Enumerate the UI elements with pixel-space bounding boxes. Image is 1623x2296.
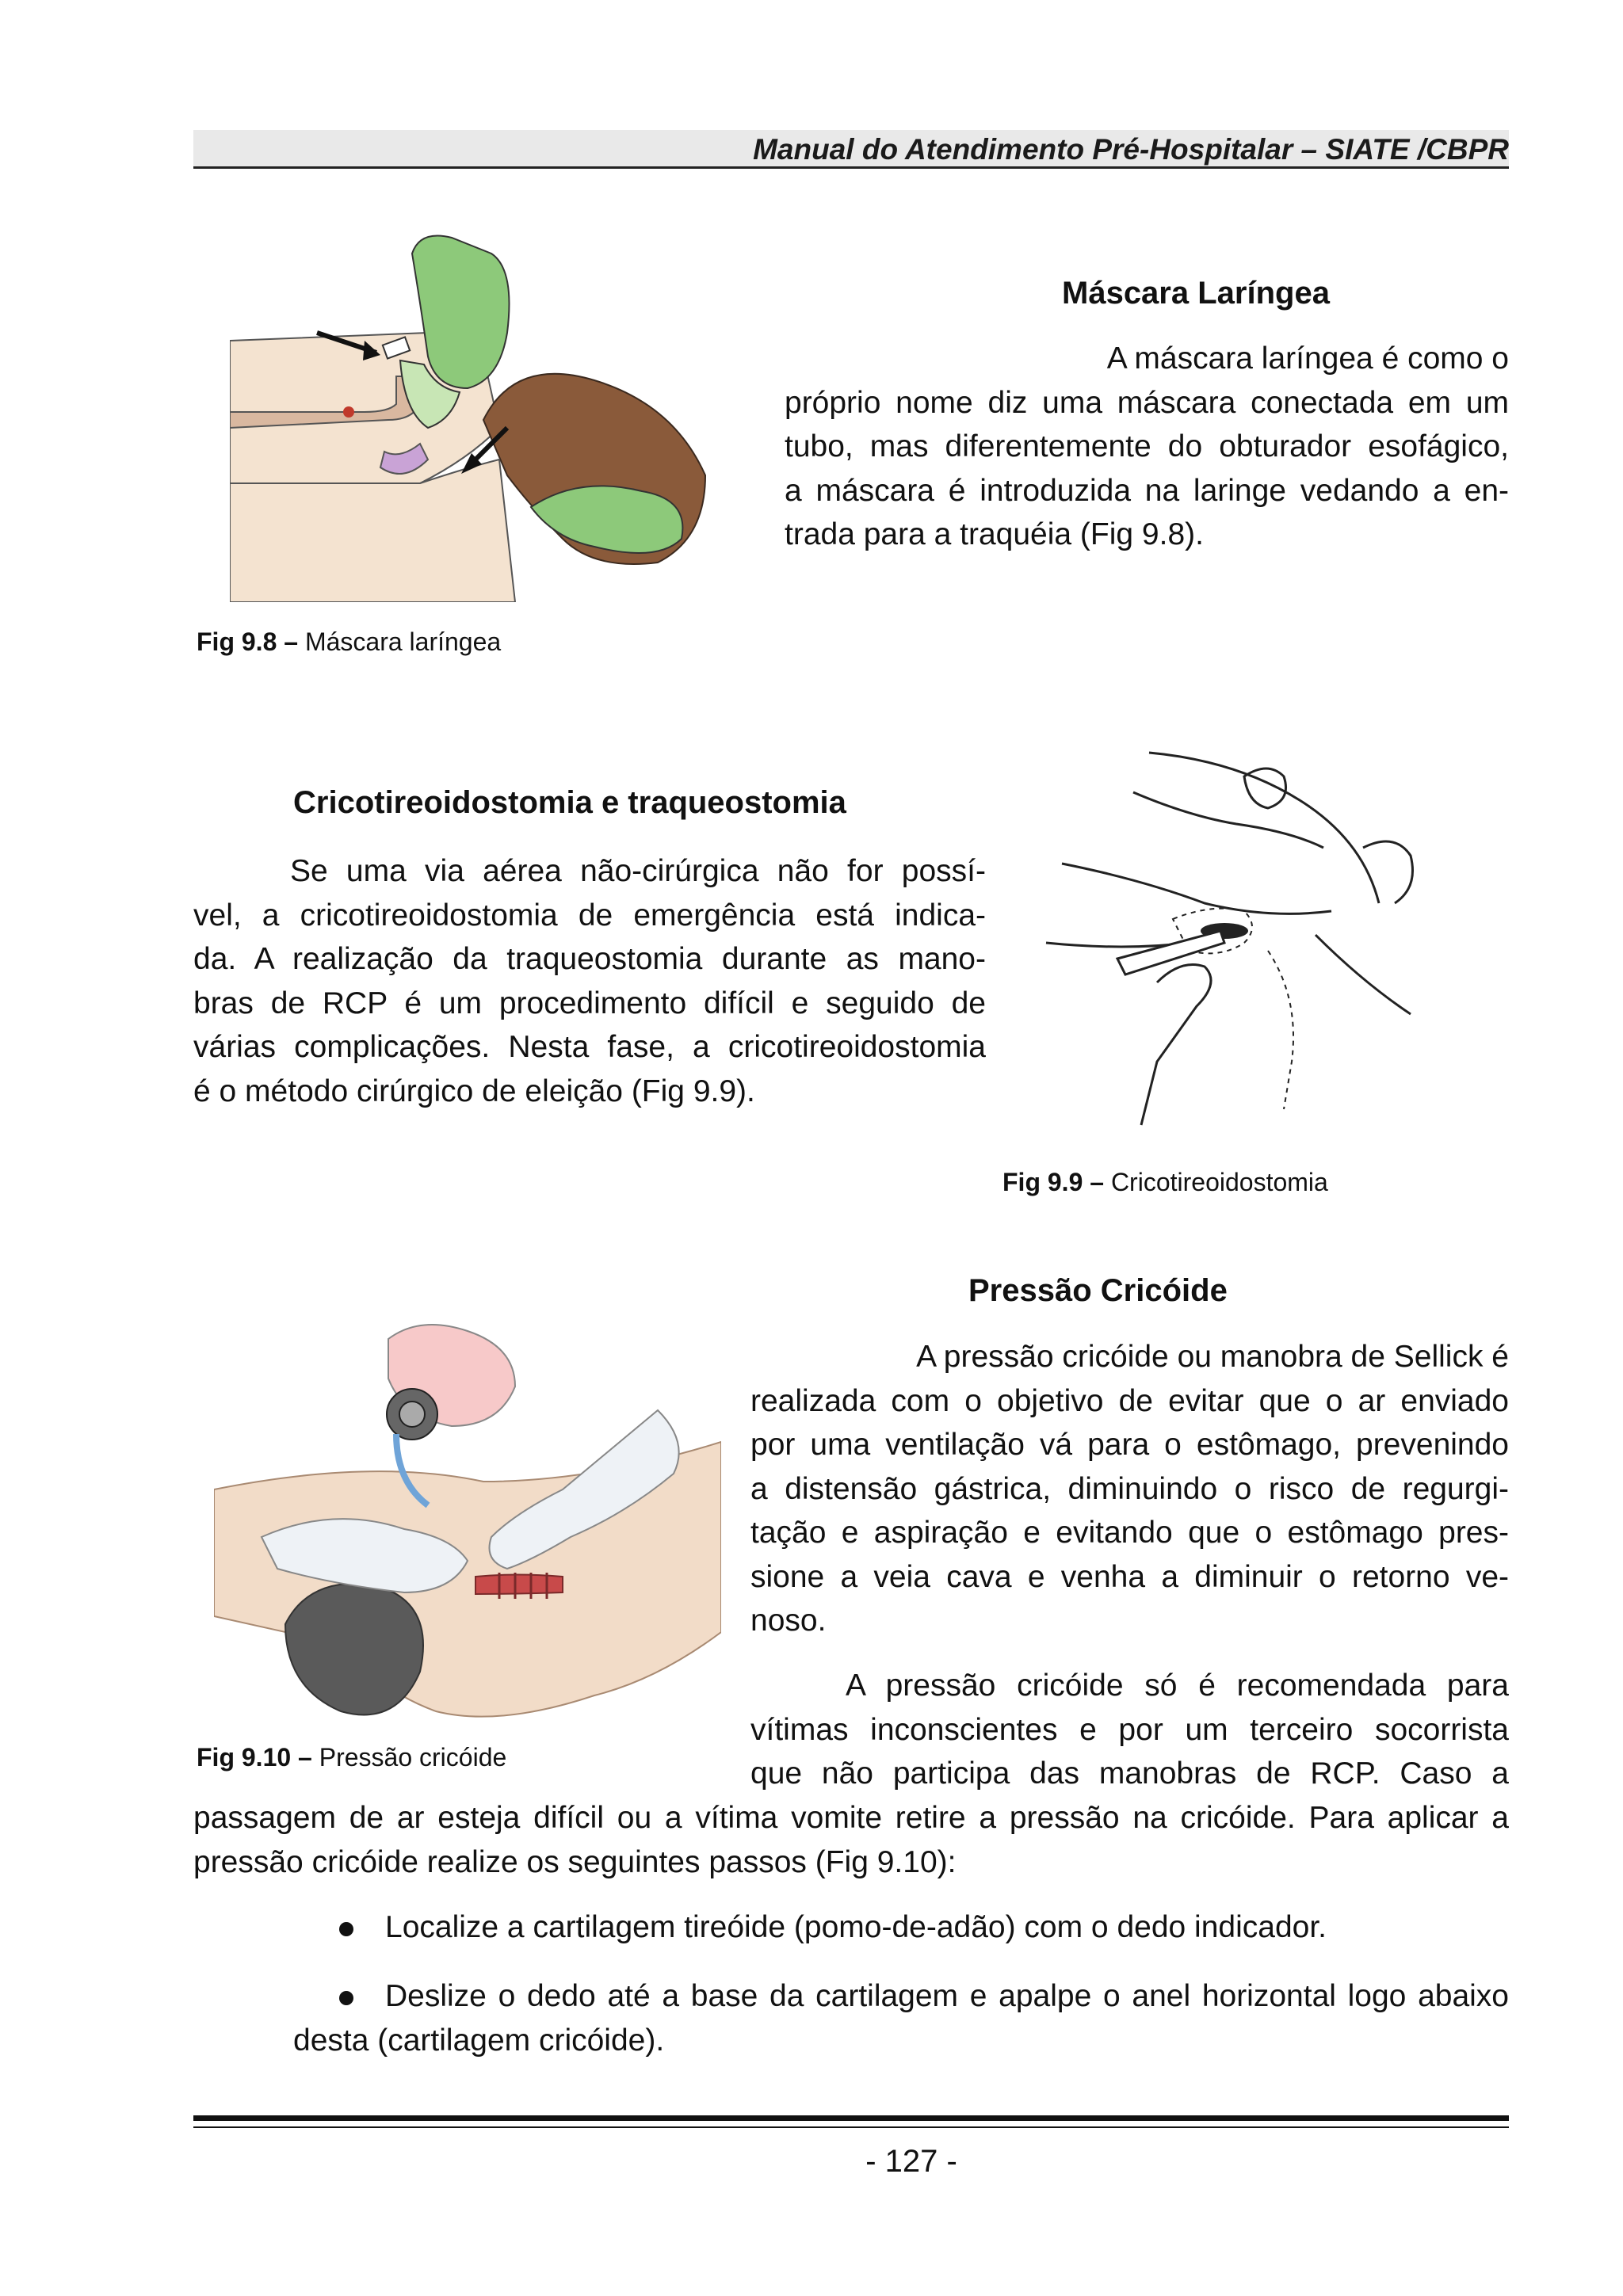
paragraph-pressao-cricoide-2a [750, 1664, 1509, 1796]
text-line: é o método cirúrgico de eleição (Fig 9.9). [193, 1074, 755, 1108]
footer-rule-thin [193, 2126, 1509, 2128]
text-line: próprio nome diz uma máscara conectada em um [785, 385, 1509, 420]
text-line: vítimas inconscientes e por um terceiro socorrista [750, 1712, 1509, 1747]
text-line: tação e aspiração e evitando que o estômago pres- [750, 1516, 1509, 1550]
bullet-icon [339, 1922, 353, 1936]
paragraph-cricotireoidostomia [193, 849, 986, 1113]
text-line: A máscara laríngea é como o [1106, 341, 1509, 376]
figure-caption-text: Máscara laríngea [304, 627, 502, 656]
figure-cricothyroidotomy-illustration [1030, 745, 1442, 1141]
running-header-title: Manual do Atendimento Pré-Hospitalar – SIATE /CBPR [753, 133, 1509, 166]
figure-caption-9-9 [1002, 1166, 1328, 1198]
text-line: da. A realização da traqueostomia durante as mano- [193, 942, 986, 976]
text-line: Se uma via aérea não-cirúrgica não for possí- [290, 854, 986, 888]
page-number: - 127 - [865, 2144, 957, 2179]
figure-label: Fig 9.8 – [197, 627, 299, 656]
text-line: realizada com o objetivo de evitar que o ar enviado [750, 1383, 1509, 1418]
heading-pressao-cricoide: Pressão Cricóide [968, 1273, 1228, 1308]
paragraph-pressao-cricoide-2b [193, 1796, 1509, 1884]
text-line: a máscara é introduzida na laringe vedando a en- [785, 473, 1509, 508]
figure-cricoid-pressure-illustration [214, 1299, 721, 1743]
list-item [339, 1905, 1509, 1950]
text-line: tubo, mas diferentemente do obturador esofágico, [785, 429, 1509, 463]
text-line: A pressão cricóide ou manobra de Sellick é [916, 1340, 1509, 1374]
heading-mascara-laringea: Máscara Laríngea [1062, 276, 1330, 311]
figure-caption-text: Pressão cricóide [319, 1743, 507, 1772]
figure-caption-9-10 [197, 1741, 506, 1773]
text-line: A pressão cricóide só é recomendada para [846, 1669, 1509, 1703]
footer-rule-thick [193, 2115, 1509, 2121]
heading-cricotireoidostomia: Cricotireoidostomia e traqueostomia [293, 785, 846, 820]
text-line: bras de RCP é um procedimento difícil e seguido de [193, 986, 986, 1020]
bullet-icon [339, 1991, 353, 2005]
text-line: passagem de ar esteja difícil ou a vítima vomite retire a pressão na cricóide. Para aplicar a [193, 1801, 1509, 1835]
figure-laryngeal-mask-illustration [230, 222, 721, 602]
text-line: trada para a traquéia (Fig 9.8). [785, 517, 1204, 551]
text-line: pressão cricóide realize os seguintes passos (Fig 9.10): [193, 1844, 957, 1879]
paragraph-mascara-laringea [785, 337, 1509, 557]
figure-caption-text: Cricotireoidostomia [1110, 1168, 1328, 1196]
text-line: vel, a cricotireoidostomia de emergência está indica- [193, 898, 986, 933]
bullet-text: Deslize o dedo até a base da cartilagem e apalpe o anel horizontal logo abaixo desta (cartilagem cricóide). [293, 1979, 1509, 2058]
text-line: por uma ventilação vá para o estômago, prevenindo [750, 1428, 1509, 1462]
figure-caption-9-8 [197, 626, 501, 658]
text-line: sione a veia cava e venha a diminuir o retorno ve- [750, 1559, 1509, 1594]
header-rule [193, 166, 1509, 169]
text-line: que não participa das manobras de RCP. Caso a [750, 1756, 1509, 1791]
list-item [293, 1974, 1509, 2063]
figure-label: Fig 9.10 – [197, 1743, 312, 1772]
bullet-text: Localize a cartilagem tireóide (pomo-de-adão) com o dedo indicador. [385, 1910, 1327, 1944]
paragraph-pressao-cricoide-1 [750, 1335, 1509, 1643]
text-line: várias complicações. Nesta fase, a cricotireoidostomia [193, 1030, 986, 1064]
text-line: noso. [750, 1604, 827, 1638]
figure-label: Fig 9.9 – [1002, 1168, 1105, 1196]
text-line: a distensão gástrica, diminuindo o risco de regurgi- [750, 1471, 1509, 1506]
